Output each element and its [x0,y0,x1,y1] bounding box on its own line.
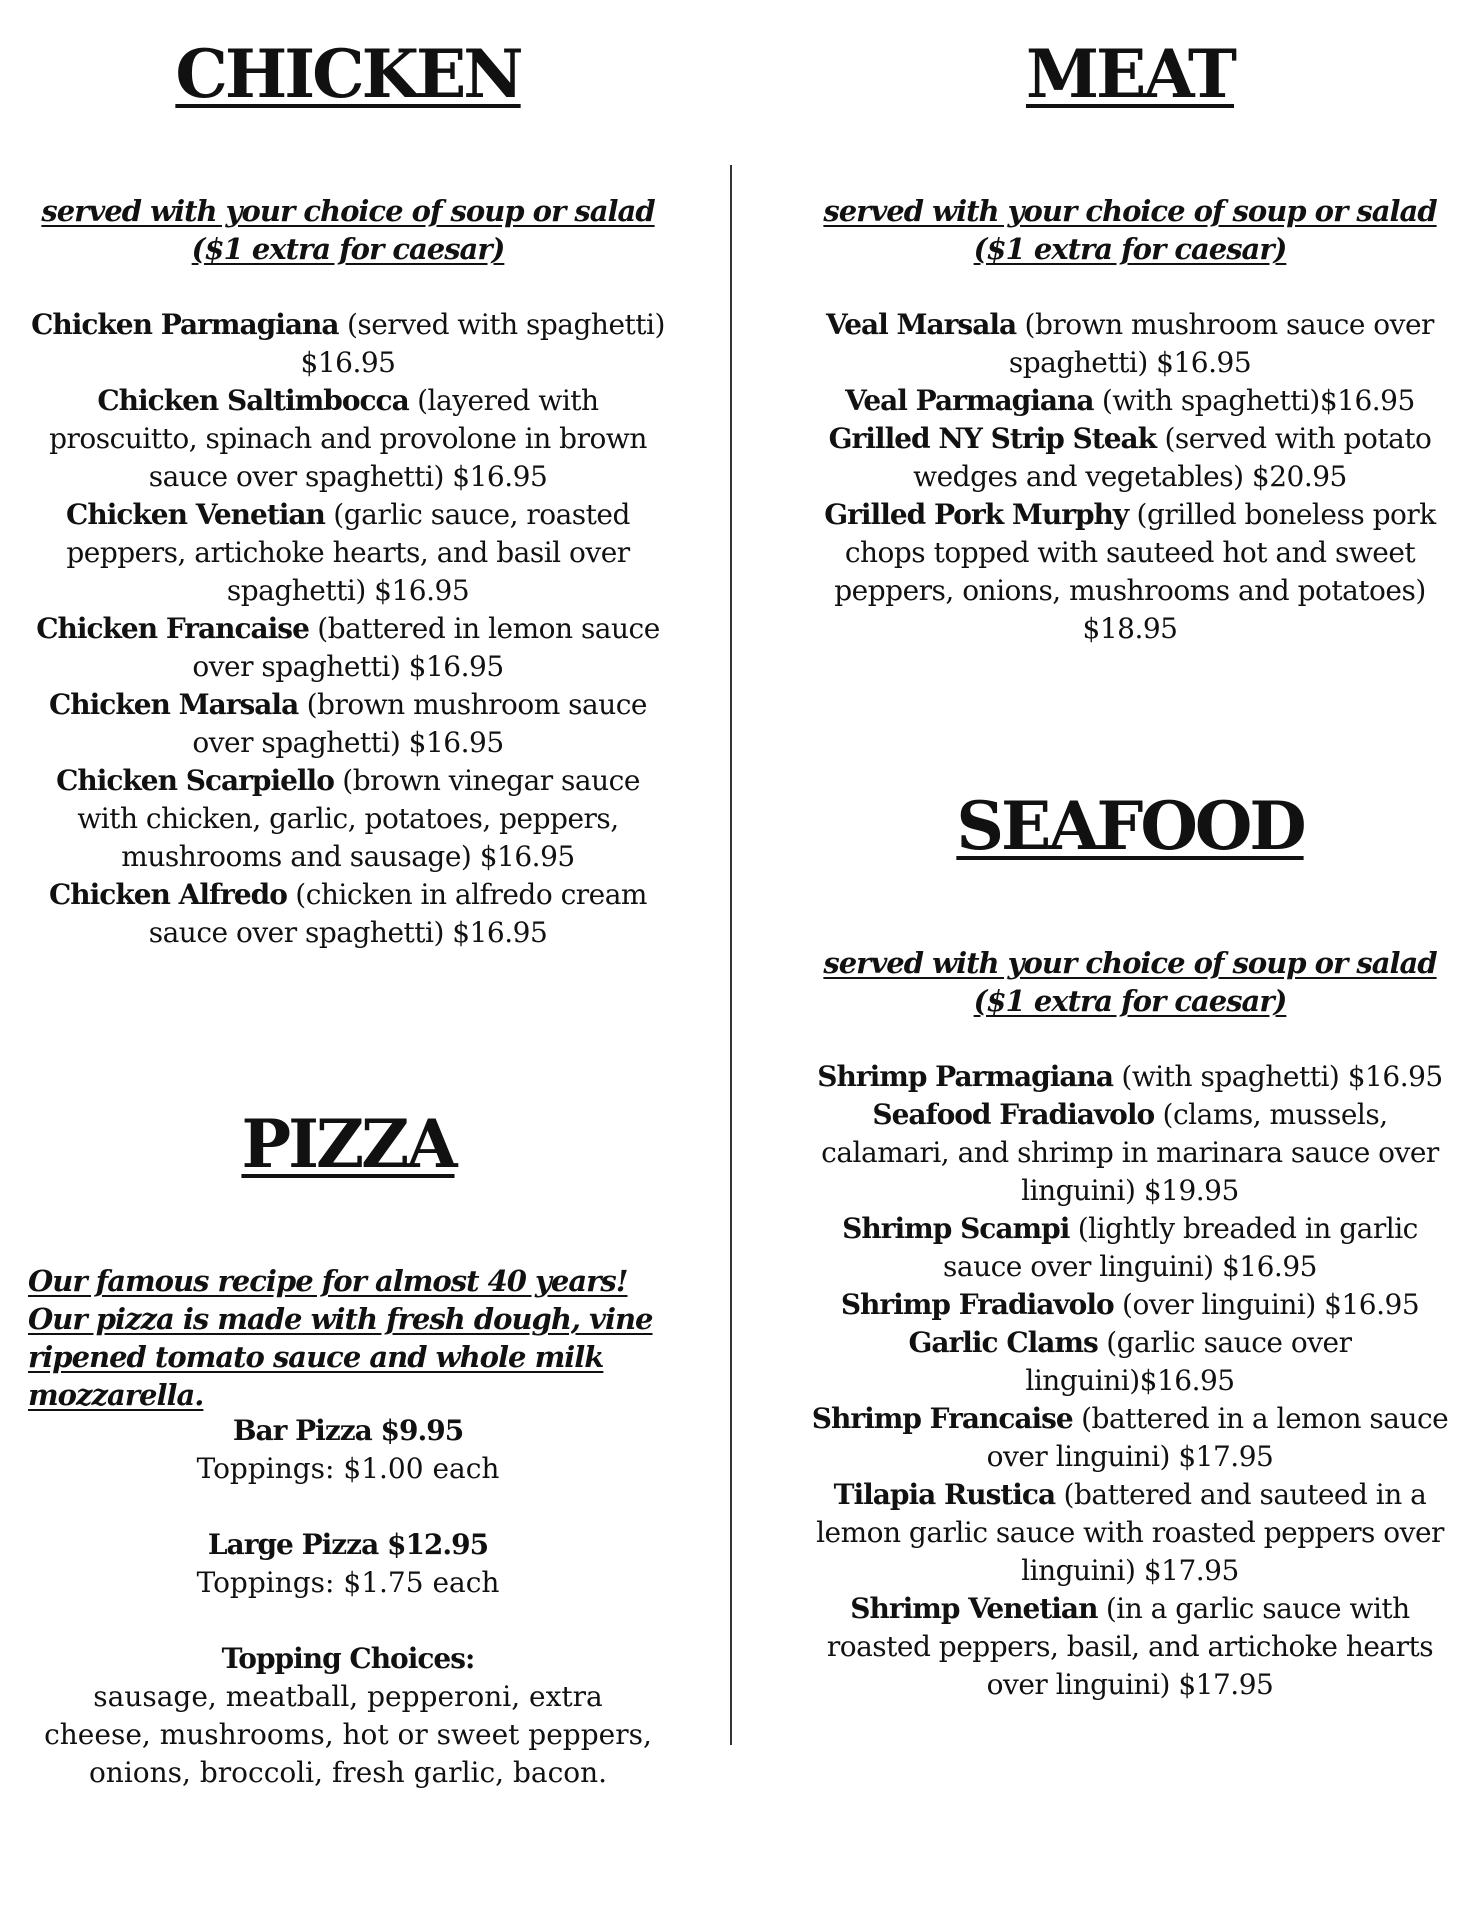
meat-items [810,306,1450,648]
menu-item [28,610,668,686]
menu-item-name: Shrimp Fradiavolo [840,1288,1114,1321]
chicken-items-list [28,306,668,952]
menu-item-name: Grilled Pork Murphy [824,498,1129,531]
large-pizza-toppings: Toppings: $1.75 each [196,1566,500,1599]
menu-item-description: (served with potato wedges and vegetables) $20.95 [913,422,1432,493]
topping-choices-label: Topping Choices: [221,1642,475,1675]
menu-item [28,876,668,952]
pizza-intro: Our famous recipe for almost 40 years! Our pizza is made with fresh dough, vine ripened tomato sauce and whole milk mozzarella. [28,1264,653,1412]
menu-item-description: (lightly breaded in garlic sauce over linguini) $16.95 [943,1212,1418,1283]
meat-items-list [810,306,1450,648]
menu-item-description: (battered in lemon sauce over spaghetti) $16.95 [192,612,660,683]
chicken-served-line: served with your choice of soup or salad [41,194,655,228]
menu-item-name: Tilapia Rustica [833,1478,1056,1511]
seafood-section [810,787,1450,865]
menu-item-name: Chicken Alfredo [49,878,287,911]
menu-item-name: Chicken Francaise [36,612,309,645]
topping-choices-list: sausage, meatball, pepperoni, extra cheese, mushrooms, hot or sweet peppers, onions, broccoli, fresh garlic, bacon. [44,1680,652,1789]
seafood-items [810,1058,1450,1704]
meat-served-line: served with your choice of soup or salad [823,194,1437,228]
menu-item-description: (brown vinegar sauce with chicken, garlic, potatoes, peppers, mushrooms and sausage) $16.95 [77,764,640,873]
menu-item-name: Chicken Marsala [48,688,299,721]
meat-extra-line: ($1 extra for caesar) [973,232,1287,266]
menu-item-description: (brown mushroom sauce over spaghetti) $16.95 [1008,308,1434,379]
meat-section [810,35,1450,113]
menu-item-description: (in a garlic sauce with roasted peppers, basil, and artichoke hearts over linguini) $17.95 [826,1592,1434,1701]
menu-item [810,306,1450,382]
menu-item-name: Chicken Parmagiana [31,308,339,341]
bar-pizza-toppings: Toppings: $1.00 each [196,1452,500,1485]
menu-item-name: Shrimp Parmagiana [817,1060,1114,1093]
menu-item [810,1400,1450,1476]
pizza-section [28,1105,668,1183]
menu-item [810,382,1450,420]
chicken-section [28,35,668,113]
menu-item-name: Chicken Venetian [66,498,325,531]
menu-item-description: (battered in a lemon sauce over linguini) $17.95 [986,1402,1449,1473]
menu-item-description: (grilled boneless pork chops topped with sauteed hot and sweet peppers, onions, mushrooms and potatoes) $18.95 [834,498,1436,645]
menu-item-name: Chicken Saltimbocca [97,384,409,417]
menu-item-name: Shrimp Francaise [811,1402,1073,1435]
chicken-heading: CHICKEN [175,35,521,113]
menu-item-description: (clams, mussels, calamari, and shrimp in marinara sauce over linguini) $19.95 [821,1098,1439,1207]
menu-item [28,686,668,762]
column-divider [730,165,732,1745]
chicken-extra-line: ($1 extra for caesar) [191,232,505,266]
menu-item [810,1324,1450,1400]
menu-item-name: Grilled NY Strip Steak [828,422,1157,455]
pizza-prices [28,1412,668,1792]
seafood-served-line: served with your choice of soup or salad [823,946,1437,980]
menu-item-name: Veal Parmagiana [845,384,1094,417]
menu-item [810,496,1450,648]
menu-item-description: (chicken in alfredo cream sauce over spaghetti) $16.95 [148,878,647,949]
menu-item-description: (garlic sauce over linguini)$16.95 [1025,1326,1352,1397]
menu-item [810,1476,1450,1590]
meat-heading: MEAT [1025,35,1235,113]
menu-item-description: (over linguini) $16.95 [1113,1288,1420,1321]
menu-item [810,1590,1450,1704]
menu-item [810,1058,1450,1096]
menu-item-name: Veal Marsala [826,308,1017,341]
menu-item [28,496,668,610]
large-pizza-price: Large Pizza $12.95 [207,1528,489,1561]
menu-item [28,762,668,876]
menu-item-description: (with spaghetti)$16.95 [1093,384,1415,417]
pizza-intro-block [28,1262,668,1414]
menu-item [810,1286,1450,1324]
menu-item [810,1096,1450,1210]
menu-item [810,420,1450,496]
seafood-extra-line: ($1 extra for caesar) [973,984,1287,1018]
menu-item-name: Seafood Fradiavolo [872,1098,1155,1131]
chicken-items [28,306,668,952]
meat-served-note [810,192,1450,268]
menu-item [810,1210,1450,1286]
menu-item-description: (garlic sauce, roasted peppers, artichoke hearts, and basil over spaghetti) $16.95 [66,498,630,607]
pizza-heading: PIZZA [241,1105,455,1183]
seafood-items-list [810,1058,1450,1704]
menu-item-description: (layered with proscuitto, spinach and provolone in brown sauce over spaghetti) $16.95 [49,384,647,493]
menu-item-description: (served with spaghetti) $16.95 [300,308,665,379]
menu-item-description: (brown mushroom sauce over spaghetti) $16.95 [192,688,647,759]
seafood-served-note [810,944,1450,1020]
menu-item-description: (with spaghetti) $16.95 [1113,1060,1443,1093]
menu-item-name: Shrimp Venetian [850,1592,1098,1625]
menu-item [28,306,668,382]
bar-pizza-price: Bar Pizza $9.95 [232,1414,464,1447]
chicken-served-note [28,192,668,268]
menu-item-description: (battered and sauteed in a lemon garlic sauce with roasted peppers over linguini) $17.95 [816,1478,1444,1587]
menu-item [28,382,668,496]
menu-item-name: Chicken Scarpiello [56,764,334,797]
menu-item-name: Garlic Clams [908,1326,1098,1359]
seafood-heading: SEAFOOD [956,787,1304,865]
menu-item-name: Shrimp Scampi [842,1212,1070,1245]
